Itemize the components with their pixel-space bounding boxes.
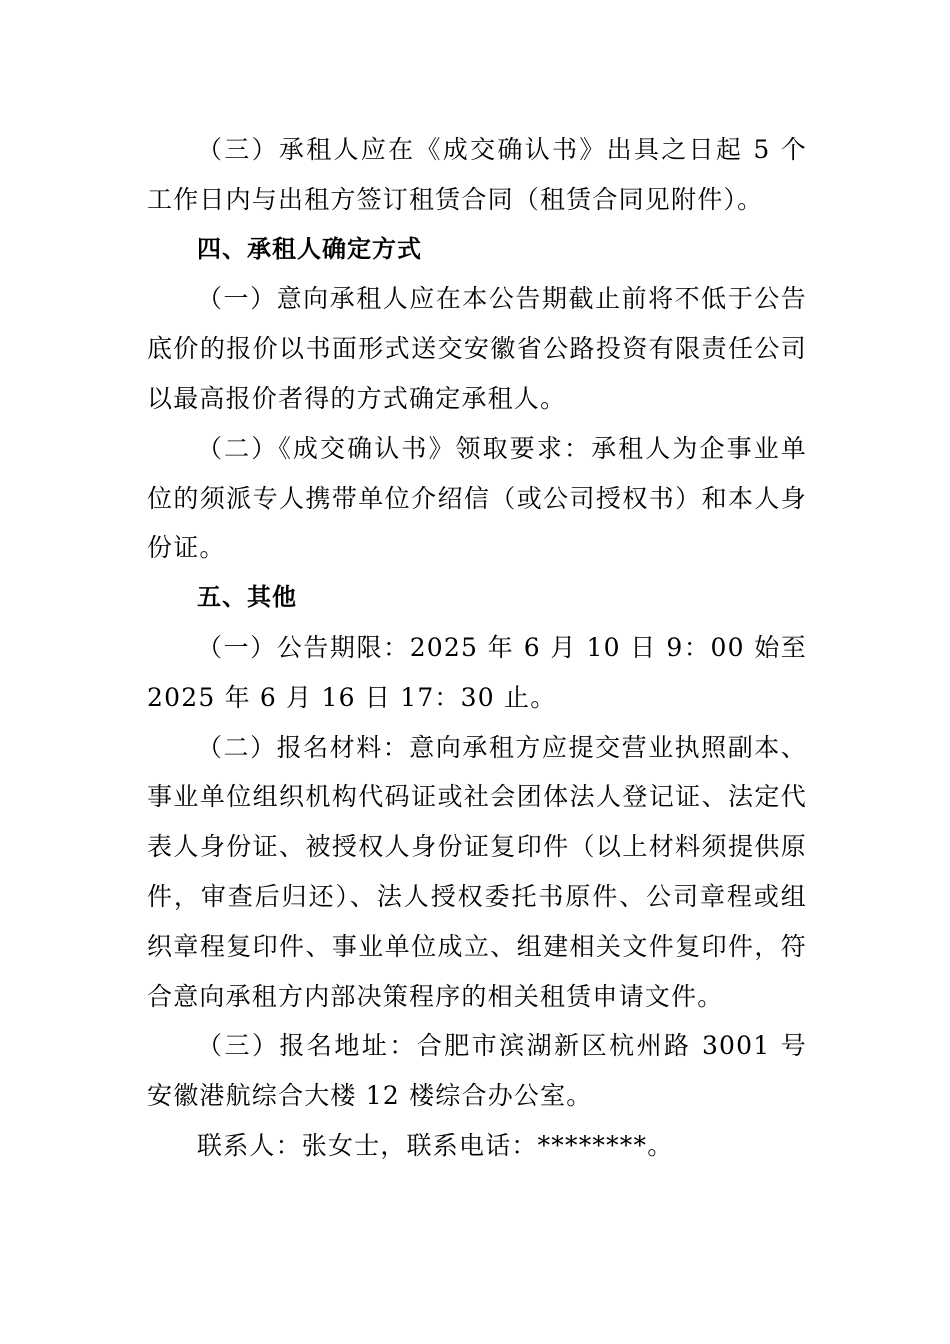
section-heading-5: 五、其他 — [197, 583, 297, 612]
document-page — [147, 125, 807, 1171]
paragraph-notice-period: （一）公告期限：2025 年 6 月 10 日 9：00 始至 2025 年 6 月 16 日 17：30 止。 — [147, 632, 807, 712]
paragraph-registration-address: （三）报名地址：合肥市滨湖新区杭州路 3001 号安徽港航综合大楼 12 楼综合办公室。 — [147, 1031, 807, 1111]
paragraph-registration-materials: （二）报名材料：意向承租方应提交营业执照副本、事业单位组织机构代码证或社会团体法人登记证、法定代表人身份证、被授权人身份证复印件（以上材料须提供原件，审查后归还）、法人授权委托书原件、公司章程或组织章程复印件、事业单位成立、组建相关文件复印件，符合意向承租方内部决策程序的相关租赁申请文件。 — [147, 732, 807, 1011]
paragraph-bid-method: （一）意向承租人应在本公告期截止前将不低于公告底价的报价以书面形式送交安徽省公路投资有限责任公司以最高报价者得的方式确定承租人。 — [147, 284, 807, 413]
section-heading-4: 四、承租人确定方式 — [197, 234, 422, 263]
paragraph-contract-signing: （三）承租人应在《成交确认书》出具之日起 5 个工作日内与出租方签订租赁合同（租赁合同见附件）。 — [147, 135, 807, 214]
paragraph-confirmation-pickup: （二）《成交确认书》领取要求：承租人为企事业单位的须派专人携带单位介绍信（或公司授权书）和本人身份证。 — [147, 433, 807, 563]
paragraph-contact: 联系人：张女士，联系电话：********。 — [197, 1130, 674, 1160]
